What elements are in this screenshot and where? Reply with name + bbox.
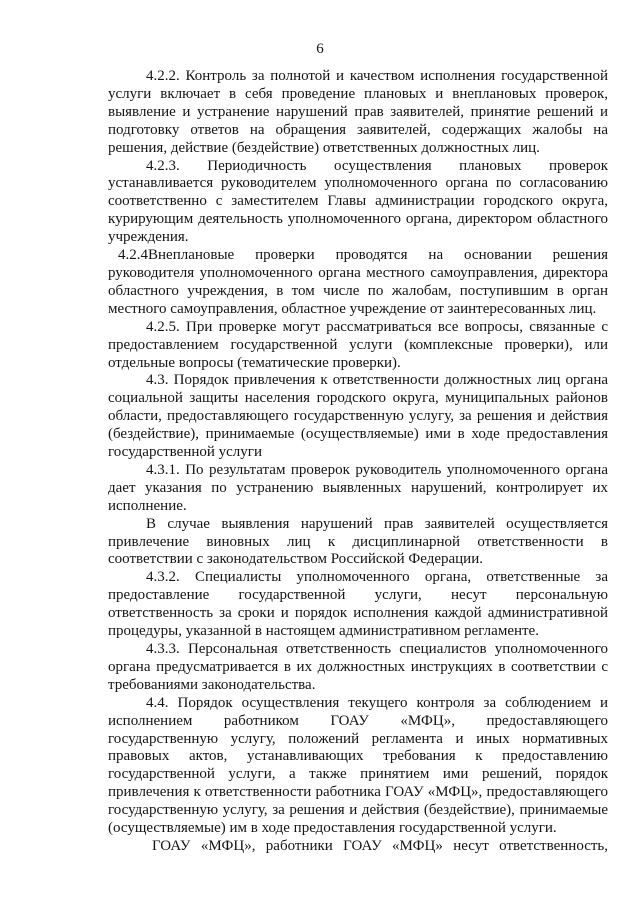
paragraph-4-2-2: 4.2.2. Контроль за полнотой и качеством исполнения государственной услуги включает в себя проведение плановых и внеплановых проверок, выявление и устранение нарушений прав заявителей, принятие решений и подготовку ответов на обращения заявителей, содержащих жалобы на решения, действие (бездействие) ответственных должностных лиц. (108, 68, 608, 156)
paragraph-violations: В случае выявления нарушений прав заявителей осуществляется привлечение виновных лиц к дисциплинарной ответственности в соответствии с законодательством Российской Федерации. (108, 515, 608, 568)
paragraph-goau-mfc: ГОАУ «МФЦ», работники ГОАУ «МФЦ» несут ответственность, (152, 837, 608, 854)
page-number: 6 (316, 41, 324, 57)
paragraph-4-4: 4.4. Порядок осуществления текущего контроля за соблюдением и исполнением работником ГОАУ «МФЦ», предоставляющего государственную услугу, положений регламента и иных нормативных правовых актов, устанавливающих требования к предоставлению государственной услуги, а также принятием ими решений, порядок привлечения к ответственности работника ГОАУ «МФЦ», предоставляющего государственную услугу, за решения и действия (бездействие), принимаемые (осуществляемые) им в ходе предоставления государственной услуги. (108, 694, 608, 837)
paragraph-4-3-3: 4.3.3. Персональная ответственность специалистов уполномоченного органа предусматривается в их должностных инструкциях в соответствии с требованиями законодательства. (108, 641, 608, 693)
paragraph-4-3-2: 4.3.2. Специалисты уполномоченного органа, ответственные за предоставление государственной услуги, несут персональную ответственность за сроки и порядок исполнения каждой административной процедуры, указанной в настоящем административном регламенте. (108, 569, 608, 640)
paragraph-4-2-5: 4.2.5. При проверке могут рассматриваться все вопросы, связанные с предоставлением государственной услуги (комплексные проверки), или отдельные вопросы (тематические проверки). (108, 318, 608, 371)
document-body (108, 68, 608, 856)
paragraph-4-3: 4.3. Порядок привлечения к ответственности должностных лиц органа социальной защиты населения городского округа, муниципальных районов области, предоставляющего государственную услугу, за решения и действия (бездействие), принимаемые (осуществляемые) ими в ходе предоставления государственной услуги (108, 372, 608, 461)
paragraph-4-2-4: 4.2.4Внеплановые проверки проводятся на основании решения руководителя уполномоченного органа местного самоуправления, директора областного учреждения, в том числе по жалобам, поступившим в орган местного самоуправления, областное учреждение от заинтересованных лиц. (108, 247, 608, 317)
paragraph-4-2-3: 4.2.3. Периодичность осуществления плановых проверок устанавливается руководителем уполномоченного органа по согласованию соответственно с заместителем Главы администрации городского округа, курирующим деятельность уполномоченного органа, директором областного учреждения. (108, 157, 608, 246)
paragraph-4-3-1: 4.3.1. По результатам проверок руководитель уполномоченного органа дает указания по устранению выявленных нарушений, контролирует их исполнение. (108, 461, 608, 514)
